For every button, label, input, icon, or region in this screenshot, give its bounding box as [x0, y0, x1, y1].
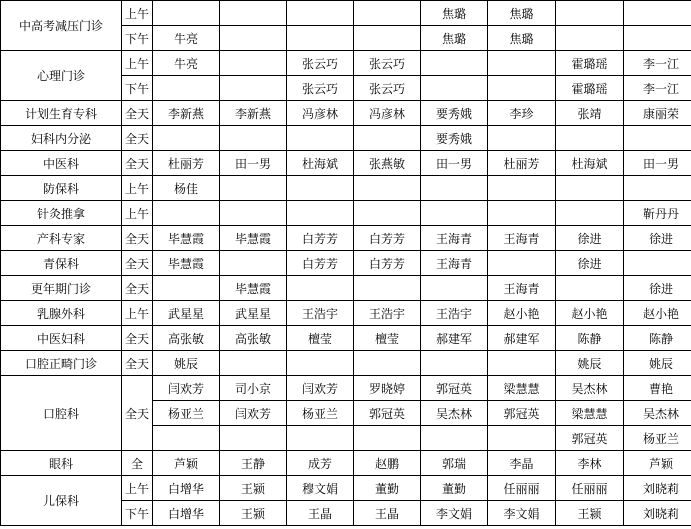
doctor-cell: 李一江: [624, 51, 691, 76]
session-cell: 全天: [122, 226, 153, 251]
table-row: [1, 51, 691, 76]
doctor-cell: [287, 201, 354, 226]
table-row: [1, 126, 691, 151]
doctor-cell: 毕慧霞: [153, 226, 220, 251]
doctor-cell: 闫欢芳: [220, 401, 287, 426]
doctor-cell: 杨佳: [153, 176, 220, 201]
doctor-cell: 檀莹: [354, 326, 421, 351]
doctor-cell: 杨亚兰: [153, 401, 220, 426]
department-cell: 针灸推拿: [1, 201, 122, 226]
doctor-cell: 白芳芳: [287, 226, 354, 251]
doctor-cell: [488, 176, 556, 201]
doctor-cell: 冯彦林: [354, 101, 421, 126]
doctor-cell: 焦璐: [421, 26, 488, 51]
doctor-cell: [556, 1, 624, 26]
doctor-cell: [488, 351, 556, 376]
doctor-cell: [220, 51, 287, 76]
table-row: [1, 476, 691, 501]
doctor-cell: 陈静: [624, 326, 691, 351]
doctor-cell: [220, 251, 287, 276]
doctor-cell: [153, 76, 220, 101]
doctor-cell: 白增华: [153, 476, 220, 501]
doctor-cell: [624, 26, 691, 51]
doctor-cell: 焦璐: [488, 1, 556, 26]
doctor-cell: [488, 426, 556, 451]
doctor-cell: [287, 126, 354, 151]
doctor-cell: 成芳: [287, 451, 354, 476]
doctor-cell: 李文娟: [488, 501, 556, 526]
session-cell: 上午: [122, 301, 153, 326]
doctor-cell: 焦璐: [488, 26, 556, 51]
doctor-cell: 白芳芳: [354, 226, 421, 251]
doctor-cell: 梁慧慧: [488, 376, 556, 401]
session-cell: 下午: [122, 26, 153, 51]
session-cell: 全天: [122, 151, 153, 176]
doctor-cell: [624, 126, 691, 151]
session-cell: 全天: [122, 251, 153, 276]
doctor-cell: [556, 176, 624, 201]
table-row: [1, 276, 691, 301]
doctor-cell: [354, 351, 421, 376]
doctor-cell: 郭冠英: [488, 401, 556, 426]
doctor-cell: 任丽丽: [556, 476, 624, 501]
department-cell: 防保科: [1, 176, 122, 201]
doctor-cell: [421, 51, 488, 76]
doctor-cell: 杨亚兰: [287, 401, 354, 426]
doctor-cell: 姚辰: [624, 351, 691, 376]
doctor-cell: 刘晓莉: [624, 476, 691, 501]
doctor-cell: 张云巧: [287, 51, 354, 76]
table-row: [1, 326, 691, 351]
table-row: [1, 376, 691, 401]
doctor-cell: [421, 176, 488, 201]
doctor-cell: 任丽丽: [488, 476, 556, 501]
doctor-cell: 梁慧慧: [556, 401, 624, 426]
session-cell: 全天: [122, 351, 153, 376]
table-row: [1, 1, 691, 26]
doctor-cell: [354, 276, 421, 301]
doctor-cell: 李珍: [488, 101, 556, 126]
doctor-cell: 田一男: [624, 151, 691, 176]
session-cell: 全天: [122, 276, 153, 301]
doctor-cell: [287, 426, 354, 451]
doctor-cell: 牛亮: [153, 51, 220, 76]
doctor-cell: 闫欢芳: [153, 376, 220, 401]
doctor-cell: [220, 76, 287, 101]
doctor-cell: 张云巧: [287, 76, 354, 101]
doctor-cell: [556, 276, 624, 301]
doctor-cell: 高张敏: [153, 326, 220, 351]
department-cell: 妇科内分泌: [1, 126, 122, 151]
table-row: [1, 101, 691, 126]
doctor-cell: 赵小艳: [488, 301, 556, 326]
doctor-cell: [287, 1, 354, 26]
doctor-cell: [421, 76, 488, 101]
doctor-cell: 董勤: [421, 476, 488, 501]
doctor-cell: [488, 76, 556, 101]
doctor-cell: 武星星: [153, 301, 220, 326]
doctor-cell: 靳丹丹: [624, 201, 691, 226]
department-cell: 产科专家: [1, 226, 122, 251]
doctor-cell: 陈静: [556, 326, 624, 351]
doctor-cell: 王浩宇: [287, 301, 354, 326]
doctor-cell: 李林: [556, 451, 624, 476]
doctor-cell: 杜丽芳: [153, 151, 220, 176]
department-cell: 中医妇科: [1, 326, 122, 351]
doctor-cell: 芦颖: [153, 451, 220, 476]
doctor-cell: [556, 201, 624, 226]
session-cell: 上午: [122, 51, 153, 76]
doctor-cell: 徐进: [624, 226, 691, 251]
session-cell: 上午: [122, 476, 153, 501]
doctor-cell: 张云巧: [354, 51, 421, 76]
doctor-cell: 高张敏: [220, 326, 287, 351]
department-cell: 计划生育专科: [1, 101, 122, 126]
department-cell: 口腔正畸门诊: [1, 351, 122, 376]
doctor-cell: [354, 201, 421, 226]
doctor-cell: [220, 426, 287, 451]
session-cell: 全天: [122, 126, 153, 151]
doctor-cell: [624, 1, 691, 26]
department-cell: 中高考减压门诊: [1, 1, 122, 51]
doctor-cell: 徐进: [624, 276, 691, 301]
doctor-cell: [354, 426, 421, 451]
doctor-cell: [153, 201, 220, 226]
doctor-cell: [354, 1, 421, 26]
doctor-cell: 霍璐瑶: [556, 51, 624, 76]
doctor-cell: 田一男: [220, 151, 287, 176]
doctor-cell: 董勤: [354, 476, 421, 501]
doctor-cell: 郝建军: [421, 326, 488, 351]
doctor-cell: 郝建军: [488, 326, 556, 351]
doctor-cell: 芦颖: [624, 451, 691, 476]
doctor-cell: [354, 176, 421, 201]
doctor-cell: [421, 351, 488, 376]
doctor-cell: [624, 176, 691, 201]
department-cell: 儿保科: [1, 476, 122, 526]
department-cell: 眼科: [1, 451, 122, 476]
table-row: [1, 451, 691, 476]
doctor-cell: 王颍: [556, 501, 624, 526]
department-cell: 更年期门诊: [1, 276, 122, 301]
table-row: [1, 251, 691, 276]
doctor-cell: 司小京: [220, 376, 287, 401]
department-cell: 青保科: [1, 251, 122, 276]
doctor-cell: 王颍: [220, 476, 287, 501]
doctor-cell: [287, 351, 354, 376]
doctor-cell: [624, 251, 691, 276]
doctor-cell: 杜海斌: [287, 151, 354, 176]
doctor-cell: 王海青: [488, 276, 556, 301]
doctor-cell: 张靖: [556, 101, 624, 126]
doctor-cell: [556, 26, 624, 51]
doctor-cell: 闫欢芳: [287, 376, 354, 401]
doctor-cell: 霍璐瑶: [556, 76, 624, 101]
doctor-cell: 杜丽芳: [488, 151, 556, 176]
session-cell: 全: [122, 451, 153, 476]
table-row: [1, 151, 691, 176]
doctor-cell: 赵鹏: [354, 451, 421, 476]
doctor-cell: 穆文娟: [287, 476, 354, 501]
doctor-cell: [220, 1, 287, 26]
doctor-cell: 王浩宇: [354, 301, 421, 326]
doctor-cell: 武星星: [220, 301, 287, 326]
doctor-cell: 王晶: [287, 501, 354, 526]
doctor-cell: [488, 126, 556, 151]
doctor-cell: 刘晓莉: [624, 501, 691, 526]
session-cell: 上午: [122, 176, 153, 201]
department-cell: 口腔科: [1, 376, 122, 451]
doctor-cell: [287, 276, 354, 301]
doctor-cell: 要秀娥: [421, 101, 488, 126]
doctor-cell: 杨亚兰: [624, 426, 691, 451]
doctor-cell: 王海青: [488, 226, 556, 251]
doctor-cell: [220, 201, 287, 226]
doctor-cell: [220, 26, 287, 51]
doctor-cell: 郭冠英: [421, 376, 488, 401]
table-row: [1, 351, 691, 376]
doctor-cell: [220, 351, 287, 376]
doctor-cell: [488, 201, 556, 226]
department-cell: 心理门诊: [1, 51, 122, 101]
doctor-cell: 郭瑞: [421, 451, 488, 476]
doctor-cell: 毕慧霞: [153, 251, 220, 276]
doctor-cell: 徐进: [556, 251, 624, 276]
session-cell: 全天: [122, 326, 153, 351]
doctor-cell: 罗晓婷: [354, 376, 421, 401]
doctor-cell: 王静: [220, 451, 287, 476]
doctor-cell: 姚辰: [556, 351, 624, 376]
table-row: [1, 301, 691, 326]
doctor-cell: 姚辰: [153, 351, 220, 376]
doctor-cell: 吴杰林: [556, 376, 624, 401]
doctor-cell: 王海青: [421, 226, 488, 251]
doctor-cell: 吴杰林: [624, 401, 691, 426]
session-cell: 下午: [122, 76, 153, 101]
doctor-cell: 李文娟: [421, 501, 488, 526]
doctor-cell: 田一男: [421, 151, 488, 176]
doctor-cell: 李新燕: [220, 101, 287, 126]
table-row: [1, 176, 691, 201]
doctor-cell: 李一江: [624, 76, 691, 101]
doctor-cell: 曹艳: [624, 376, 691, 401]
doctor-cell: 李晶: [488, 451, 556, 476]
doctor-cell: [153, 426, 220, 451]
doctor-cell: 白芳芳: [354, 251, 421, 276]
department-cell: 乳腺外科: [1, 301, 122, 326]
doctor-cell: [354, 26, 421, 51]
doctor-cell: [220, 126, 287, 151]
doctor-cell: 王颍: [220, 501, 287, 526]
doctor-cell: 白增华: [153, 501, 220, 526]
session-cell: 全天: [122, 101, 153, 126]
doctor-cell: 李新燕: [153, 101, 220, 126]
doctor-cell: 焦璐: [421, 1, 488, 26]
table-row: [1, 201, 691, 226]
session-cell: 上午: [122, 1, 153, 26]
doctor-cell: 毕慧霞: [220, 226, 287, 251]
doctor-cell: 郭冠英: [354, 401, 421, 426]
doctor-cell: 王海青: [421, 251, 488, 276]
doctor-cell: 要秀娥: [421, 126, 488, 151]
doctor-cell: [421, 426, 488, 451]
doctor-cell: [220, 176, 287, 201]
doctor-cell: [287, 176, 354, 201]
doctor-cell: [421, 276, 488, 301]
doctor-cell: [556, 126, 624, 151]
doctor-cell: 康丽荣: [624, 101, 691, 126]
doctor-cell: 赵小艳: [624, 301, 691, 326]
doctor-cell: 牛亮: [153, 26, 220, 51]
doctor-cell: [421, 201, 488, 226]
doctor-cell: 白芳芳: [287, 251, 354, 276]
doctor-cell: 郭冠英: [556, 426, 624, 451]
doctor-cell: [488, 251, 556, 276]
doctor-cell: [153, 1, 220, 26]
doctor-cell: [354, 126, 421, 151]
doctor-cell: 张燕敏: [354, 151, 421, 176]
doctor-cell: [488, 51, 556, 76]
doctor-cell: 徐进: [556, 226, 624, 251]
table-row: [1, 226, 691, 251]
doctor-cell: 王晶: [354, 501, 421, 526]
doctor-cell: 冯彦林: [287, 101, 354, 126]
doctor-cell: 杜海斌: [556, 151, 624, 176]
doctor-cell: [287, 26, 354, 51]
session-cell: 下午: [122, 501, 153, 526]
doctor-cell: 吴杰林: [421, 401, 488, 426]
doctor-cell: 檀莹: [287, 326, 354, 351]
doctor-cell: 毕慧霞: [220, 276, 287, 301]
doctor-cell: [153, 276, 220, 301]
doctor-cell: 王浩宇: [421, 301, 488, 326]
doctor-cell: 赵小艳: [556, 301, 624, 326]
session-cell: 全天: [122, 376, 153, 451]
department-cell: 中医科: [1, 151, 122, 176]
doctor-cell: 张云巧: [354, 76, 421, 101]
doctor-cell: [153, 126, 220, 151]
session-cell: 上午: [122, 201, 153, 226]
